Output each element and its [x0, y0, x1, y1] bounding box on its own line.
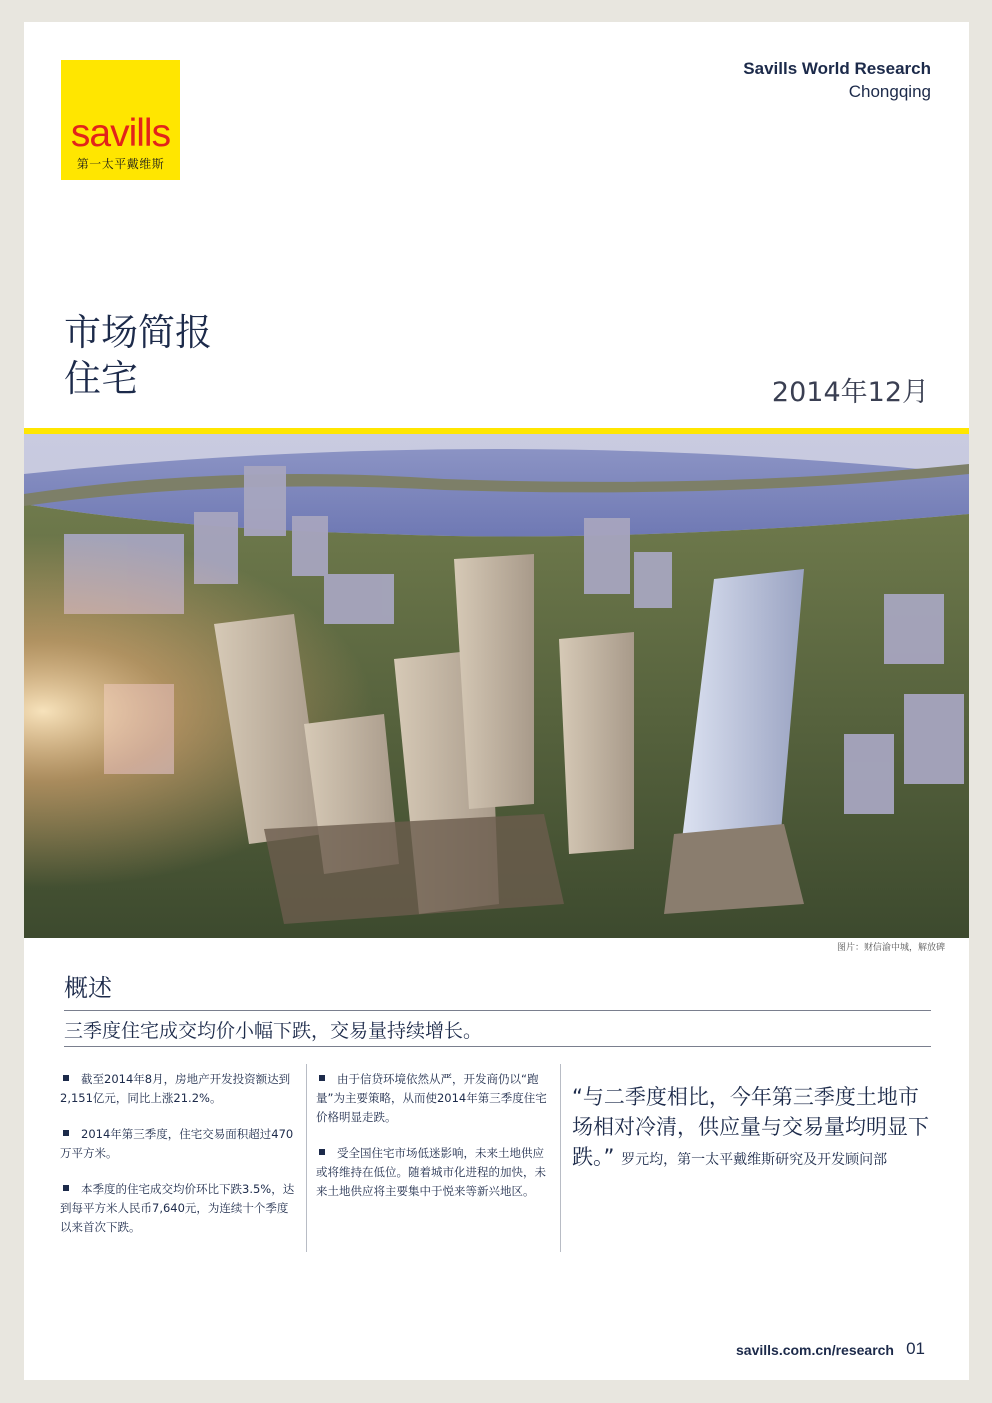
image-caption: 图片：财信渝中城，解放碑 — [836, 943, 945, 953]
bullet-text: 截至2014年8月，房地产开发投资额达到2,151亿元，同比上涨21.2%。 — [60, 1072, 291, 1105]
bullet-text: 本季度的住宅成交均价环比下跌3.5%，达到每平方米人民币7,640元，为连续十个季度以来首次下跌。 — [60, 1182, 295, 1234]
bullet-text: 由于信贷环境依然从严，开发商仍以“跑量”为主要策略，从而使2014年第三季度住宅价格明显走跌。 — [316, 1072, 547, 1124]
research-city: Chongqing — [848, 82, 931, 101]
subtitle-top-rule — [64, 1010, 931, 1011]
savills-logo[interactable] — [61, 60, 180, 180]
bullet-item — [316, 1144, 552, 1201]
bullet-text: 受全国住宅市场低迷影响，未来土地供应或将维持在低位。随着城市化进程的加快，未来土地供应将主要集中于悦来等新兴地区。 — [316, 1146, 546, 1198]
report-title-line2: 住宅 — [64, 357, 138, 400]
bullet-square-icon — [319, 1149, 325, 1155]
subtitle-bottom-rule — [64, 1046, 931, 1047]
page-number: 01 — [906, 1339, 925, 1358]
report-title — [64, 310, 212, 402]
section-heading: 概述 — [64, 974, 112, 1002]
bullet-column-2 — [316, 1070, 552, 1218]
hero-image — [24, 434, 969, 938]
quote-attribution: 罗元均，第一太平戴维斯研究及开发顾问部 — [621, 1152, 888, 1168]
bullet-item — [60, 1180, 296, 1237]
bullet-square-icon — [63, 1130, 69, 1136]
bullet-square-icon — [63, 1185, 69, 1191]
bullet-item — [316, 1070, 552, 1127]
section-subtitle: 三季度住宅成交均价小幅下跌，交易量持续增长。 — [64, 1020, 483, 1042]
report-page — [24, 22, 969, 1380]
bullet-column-1 — [60, 1070, 296, 1254]
column-divider — [306, 1064, 307, 1252]
bullet-text: 2014年第三季度，住宅交易面积超过470万平方米。 — [60, 1127, 294, 1160]
column-divider — [560, 1064, 561, 1252]
logo-wordmark: savills — [70, 112, 171, 155]
report-title-line1: 市场简报 — [64, 311, 212, 354]
pull-quote — [572, 1082, 934, 1175]
bullet-square-icon — [319, 1075, 325, 1081]
logo-chinese-name: 第一太平戴维斯 — [76, 157, 165, 171]
research-series-title: Savills World Research — [743, 59, 931, 78]
report-date: 2014年12月 — [771, 377, 929, 408]
footer-url-link[interactable]: savills.com.cn/research — [736, 1342, 894, 1358]
bullet-item — [60, 1125, 296, 1163]
hero-image-illustration — [24, 434, 969, 938]
bullet-square-icon — [63, 1075, 69, 1081]
quote-text: “与二季度相比，今年第三季度土地市场相对冷清，供应量与交易量均明显下跌。” — [572, 1085, 929, 1169]
bullet-item — [60, 1070, 296, 1108]
